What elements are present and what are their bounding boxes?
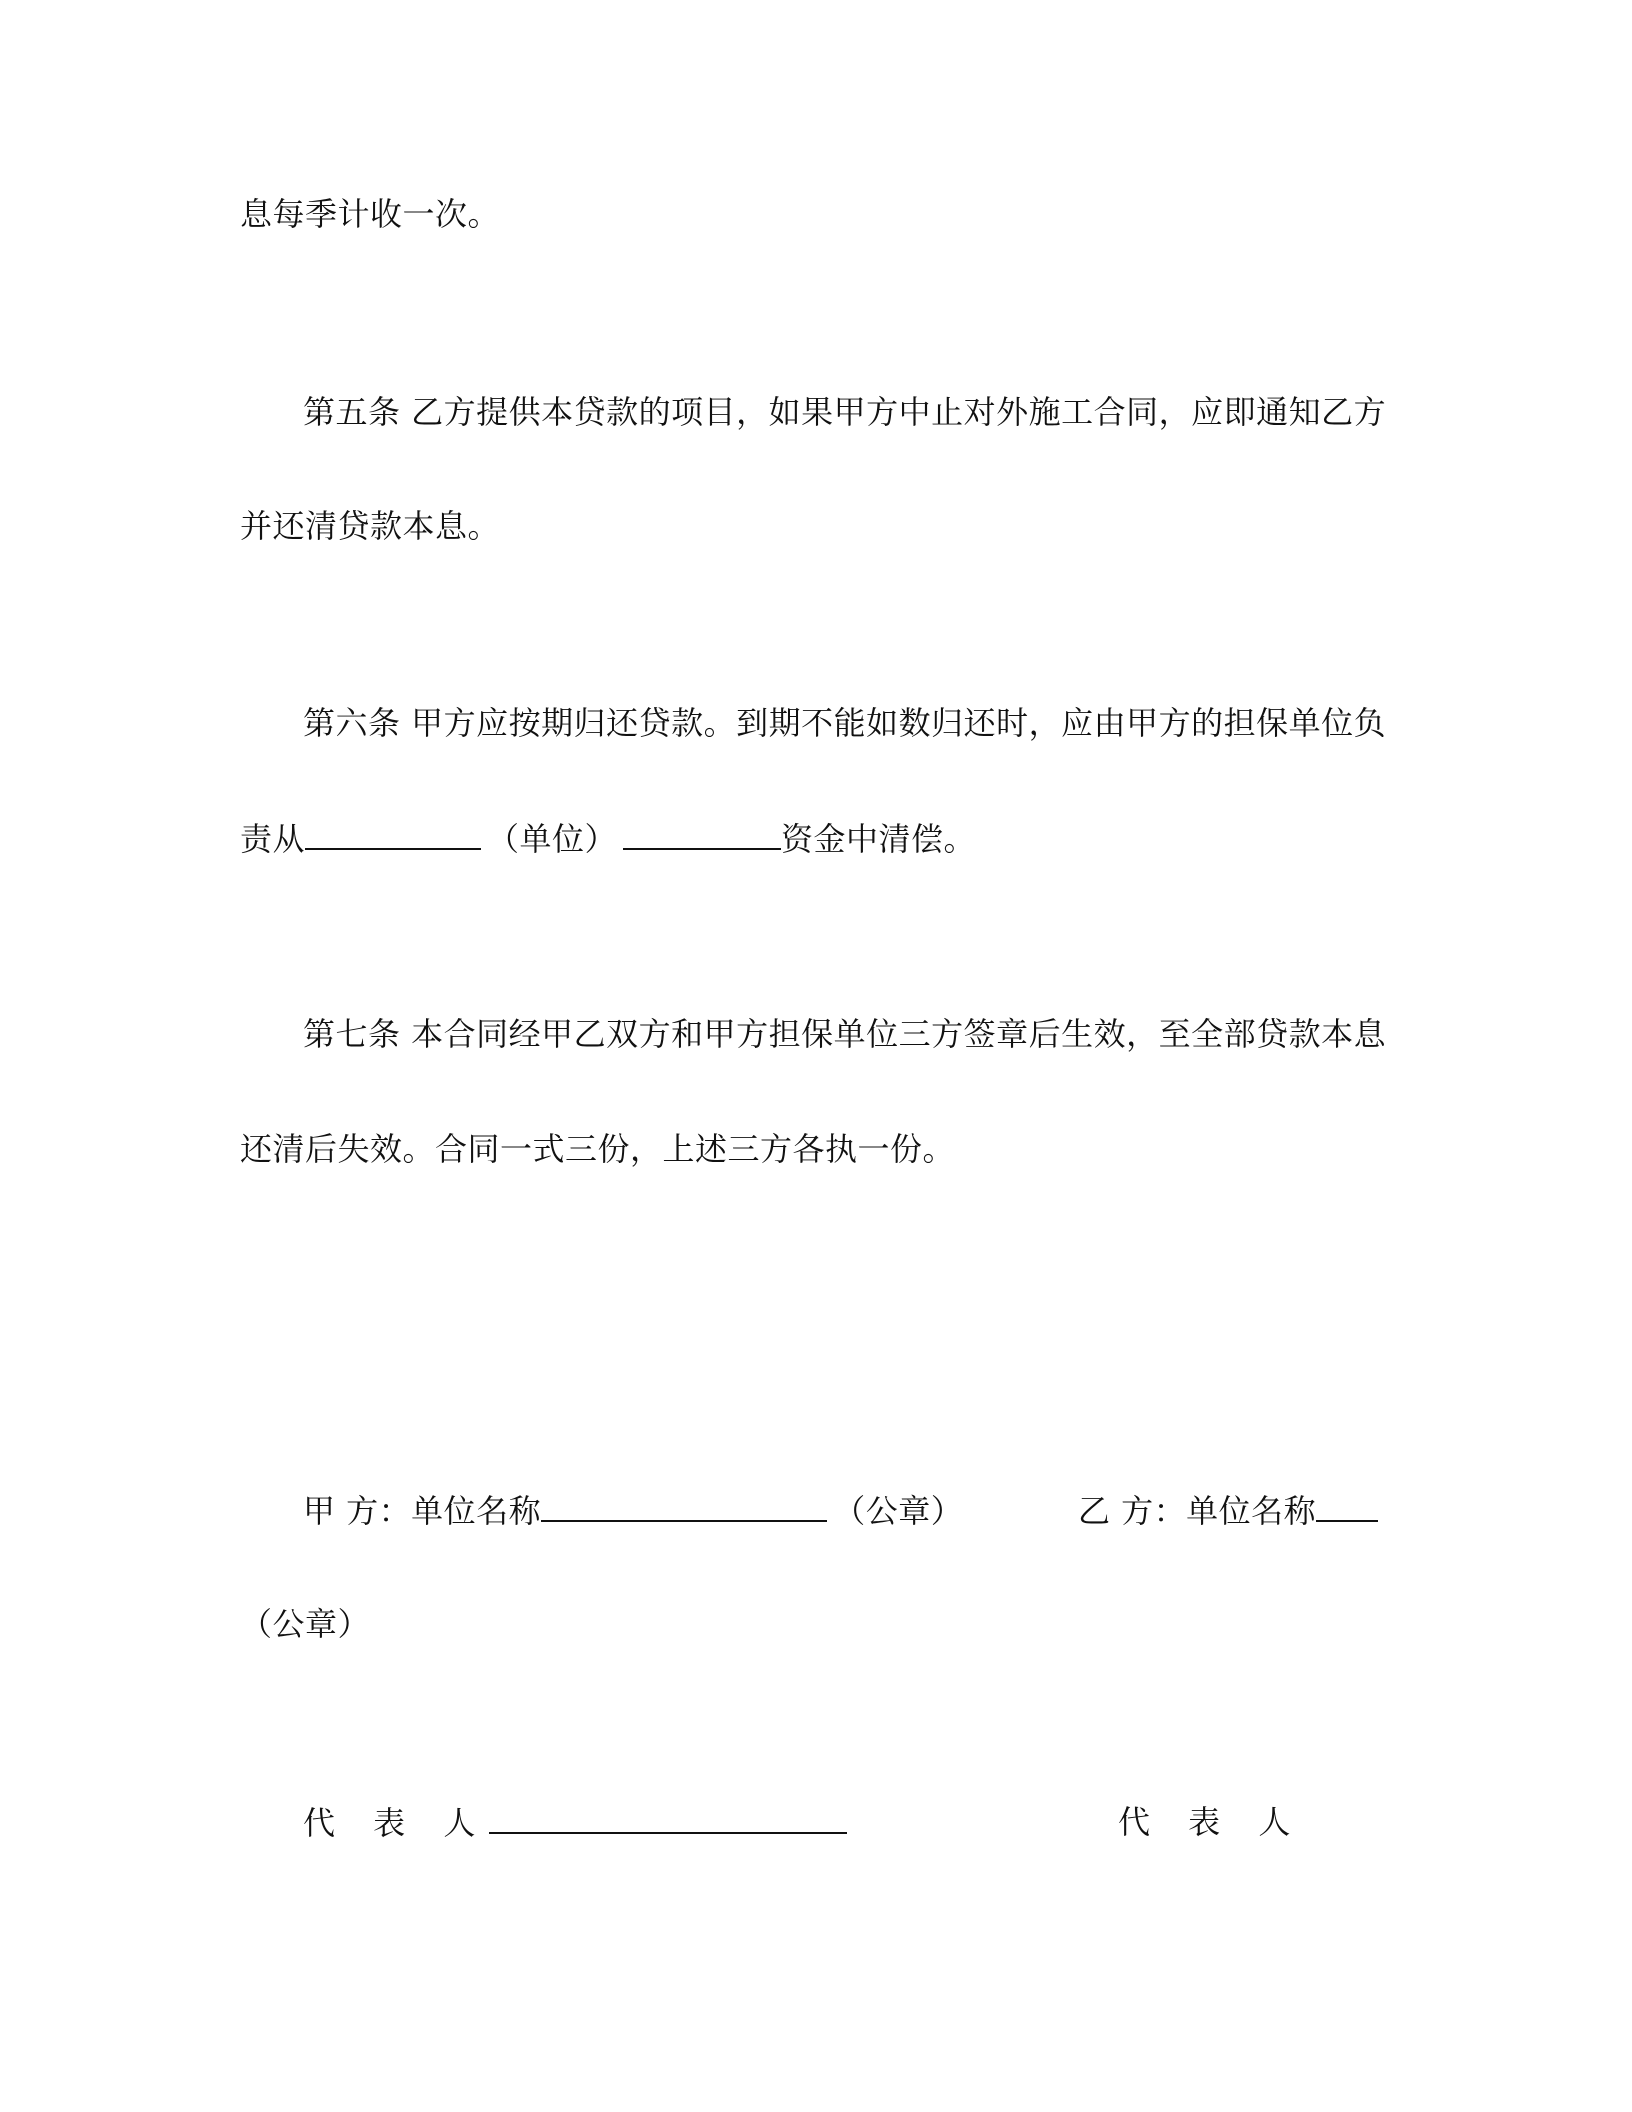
party-b-seal: （公章） [240,1605,371,1643]
party-a-label: 甲 方：单位名称 [303,1492,542,1530]
party-b-seal-line [240,1604,370,1644]
clause7-line-1 [303,1014,1386,1054]
fund-type-blank [623,818,781,850]
rep-a-line [303,1802,847,1843]
rep-a-blank [489,1802,847,1834]
clause5-text-1: 第五条 乙方提供本贷款的项目，如果甲方中止对外施工合同，应即通知乙方 [303,393,1387,431]
unit-text: （单位） [487,820,618,858]
party-b-label: 乙 方：单位名称 [1078,1492,1317,1530]
clause5-line-2 [240,506,500,546]
clause6-line-1 [303,703,1386,743]
clause7-text-2: 还清后失效。合同一式三份，上述三方各执一份。 [240,1130,956,1168]
fund-source-blank [305,818,481,850]
clause4-end-text: 息每季计收一次。 [240,195,501,233]
clause7-text-1: 第七条 本合同经甲乙双方和甲方担保单位三方签章后生效，至全部贷款本息 [303,1015,1387,1053]
rep-b-label: 代 表 人 [1118,1803,1305,1841]
clause6-suffix-text: 资金中清偿。 [781,820,977,858]
clause6-line-2 [240,818,976,859]
rep-a-label: 代 表 人 [303,1804,490,1842]
clause4-end-line [240,194,500,234]
party-a-seal: （公章） [833,1492,964,1530]
clause6-prefix-text: 责从 [240,820,306,858]
clause7-line-2 [240,1129,955,1169]
clause5-text-2: 并还清贷款本息。 [240,507,501,545]
party-b-line [1078,1490,1378,1531]
party-a-line [303,1490,963,1531]
clause5-line-1 [303,392,1386,432]
rep-b-line [1118,1802,1304,1842]
party-a-name-blank [541,1490,827,1522]
party-b-name-blank [1316,1490,1378,1522]
clause6-text-1: 第六条 甲方应按期归还贷款。到期不能如数归还时，应由甲方的担保单位负 [303,704,1387,742]
